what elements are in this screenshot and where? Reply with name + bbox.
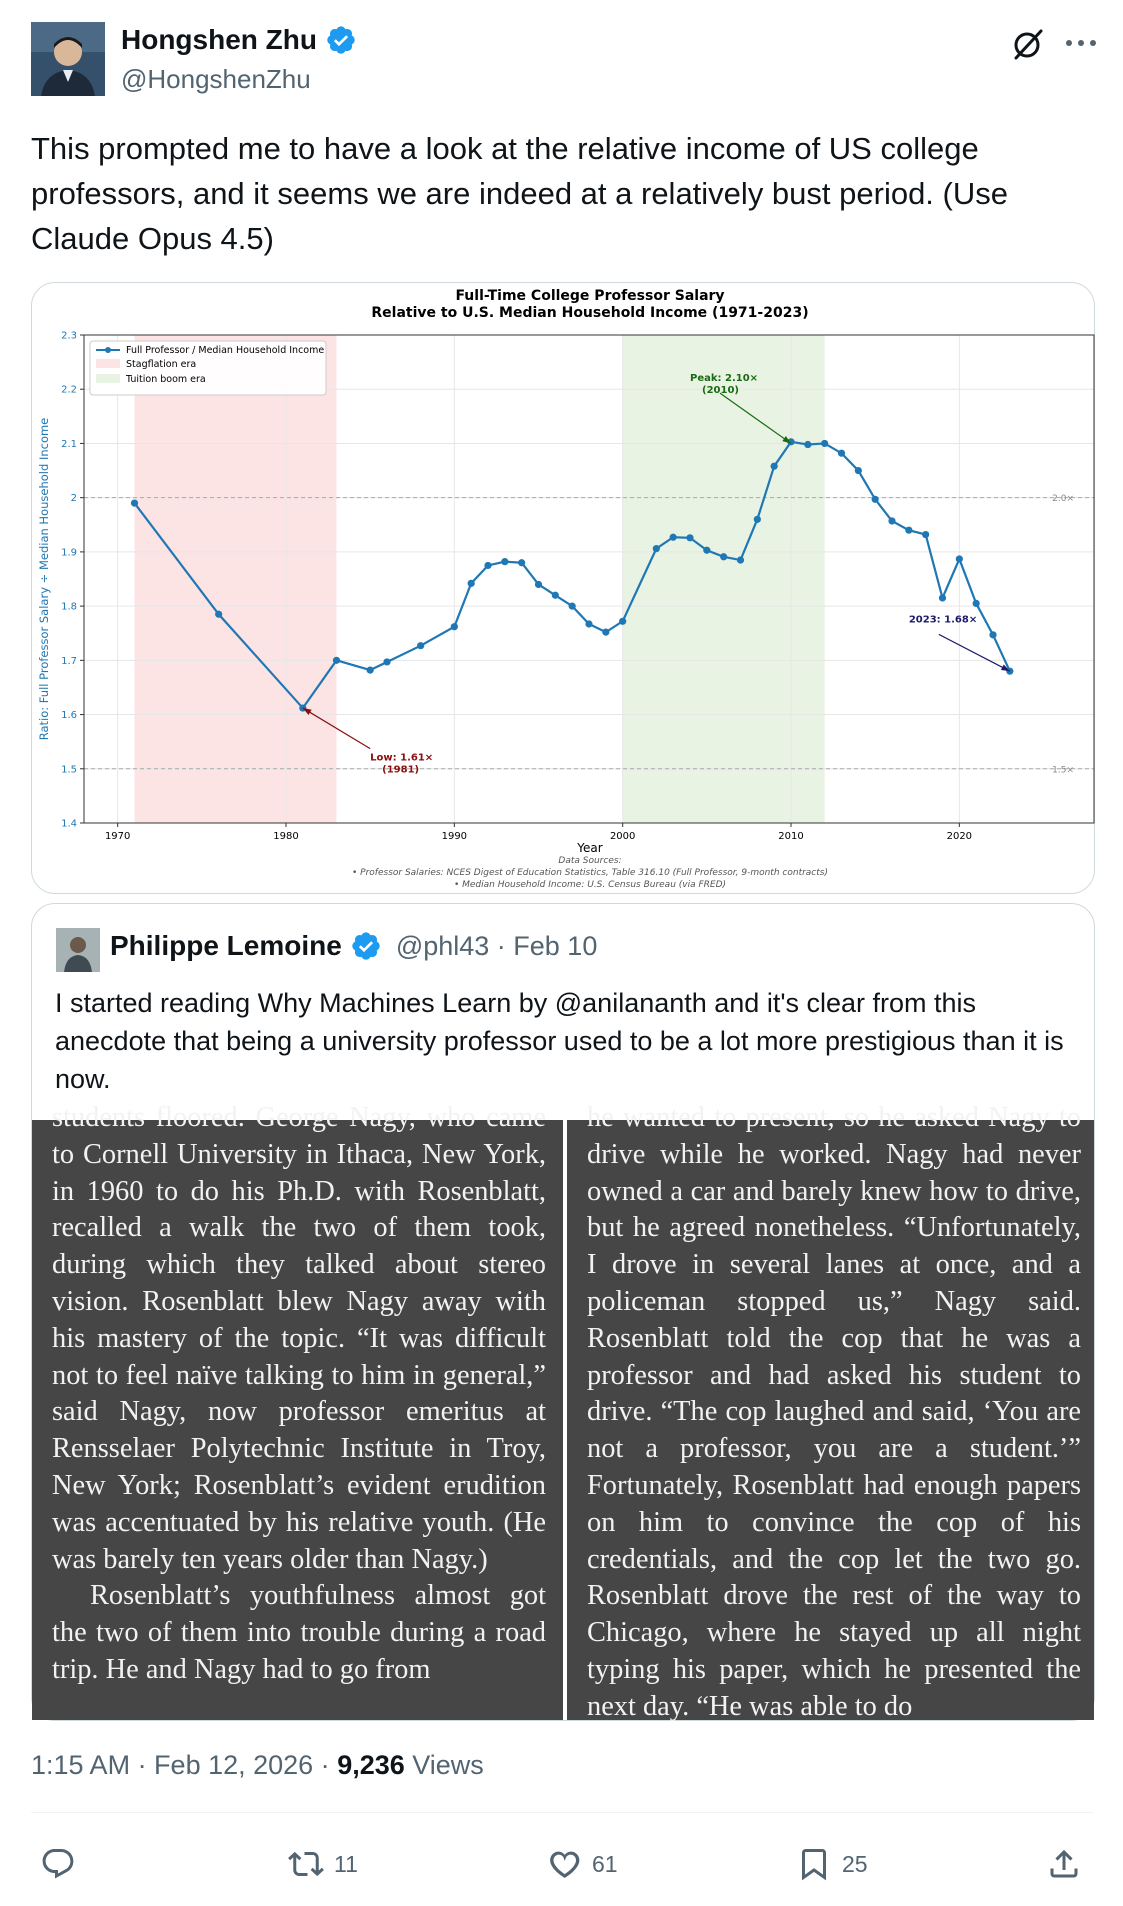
- book-right-paragraph: he wanted to present, so he asked Nagy to drive while he worked. Nagy had never owned a car and barely knew how to drive, but he agreed nonetheless. “Unfortunately, I drove in several lanes at once, and a policeman stopped us,” Nagy said. Rosenblatt told the cop that he was a professor and had asked his student to drive. “The cop laughed and said, ‘You are not a professor, you are a student.’” Fortunately, Rosenblatt had enough papers on him to convince the cop of his credentials, and the cop let the two go. Rosenblatt drove the rest of the way to Chicago, where he stayed up all night typing his paper, which he presented the next day. “He was able to do: [587, 1102, 1081, 1722]
- book-page-image[interactable]: [32, 1102, 1094, 1722]
- data-point-2018: [922, 531, 929, 538]
- heart-icon: [546, 1846, 582, 1882]
- y-tick-label-0: 1.4: [61, 818, 77, 830]
- book-left-paragraph-1: students floored. George Nagy, who came to Cornell University in Ithaca, New York, in 1960 to do his Ph.D. with Rosenblatt, recalled a walk the two of them took, during which they talked about stereo vision. Rosenblatt blew Nagy away with his mastery of the topic. “It was difficult not to feel naïve talking to him in general,” said Nagy, now professor emeritus at Rensselaer Polytechnic Institute in Troy, New York; Rosenblatt’s evident erudition was accentuated by his relative youth. (He was barely ten years older than Nagy.): [52, 1102, 546, 1575]
- reference-label-1: 1.5×: [1052, 765, 1074, 776]
- data-point-1985: [367, 666, 374, 673]
- legend-tuition-boom: Tuition boom era: [126, 374, 206, 385]
- data-point-1991: [468, 580, 475, 587]
- views-label: Views: [404, 1750, 484, 1780]
- data-point-2007: [737, 556, 744, 563]
- x-tick-label-1: 1980: [273, 831, 299, 842]
- y-tick-label-8: 2.2: [61, 384, 77, 396]
- author-name[interactable]: [121, 24, 357, 56]
- data-point-2012: [821, 440, 828, 447]
- data-point-2003: [670, 534, 677, 541]
- data-point-1983: [333, 657, 340, 664]
- x-tick-label-2: 1990: [441, 831, 468, 842]
- x-tick-label-3: 2000: [609, 831, 636, 842]
- reply-icon: [40, 1846, 76, 1882]
- quoted-author-name[interactable]: Philippe Lemoine: [110, 930, 342, 961]
- data-point-2006: [720, 553, 727, 560]
- data-point-1992: [484, 562, 491, 569]
- data-point-1976: [215, 611, 222, 618]
- data-point-1990: [451, 623, 458, 630]
- author-avatar[interactable]: [31, 22, 105, 96]
- legend-series: Full Professor / Median Household Income: [126, 345, 325, 356]
- book-right-column: [587, 1100, 1081, 1726]
- y-tick-label-6: 2: [70, 493, 77, 505]
- y-tick-label-3: 1.7: [61, 655, 77, 667]
- bookmark-count: 25: [842, 1850, 868, 1877]
- x-tick-label-0: 1970: [104, 831, 131, 842]
- data-point-2009: [771, 463, 778, 470]
- tweet-text: This prompted me to have a look at the relative income of US college professors, and it seems we are indeed at a relatively bust period. (Use Claude Opus 4.5): [31, 131, 1008, 256]
- data-point-2014: [855, 467, 862, 474]
- data-point-2017: [905, 527, 912, 534]
- reference-label-0: 2.0×: [1052, 494, 1074, 505]
- y-tick-label-1: 1.5: [61, 764, 77, 776]
- data-point-2019: [939, 594, 946, 601]
- tweet-meta: [31, 1750, 484, 1781]
- data-point-2020: [956, 555, 963, 562]
- data-point-1986: [383, 658, 390, 665]
- chart-title: Full-Time College Professor Salary: [455, 288, 725, 304]
- views-count: 9,236: [337, 1750, 405, 1780]
- data-point-2015: [872, 496, 879, 503]
- like-button[interactable]: [546, 1846, 618, 1882]
- data-point-2011: [804, 441, 811, 448]
- quoted-handle-date[interactable]: @phl43 · Feb 10: [395, 930, 598, 961]
- data-point-2002: [653, 545, 660, 552]
- data-point-1993: [501, 558, 508, 565]
- data-point-2021: [973, 600, 980, 607]
- annotation-sublabel-1: (1981): [382, 764, 420, 776]
- book-left-column: [52, 1100, 546, 1689]
- annotation-arrow-2: [939, 634, 1010, 671]
- data-point-1998: [585, 620, 592, 627]
- data-point-1999: [602, 629, 609, 636]
- data-point-1995: [535, 581, 542, 588]
- data-point-1988: [417, 642, 424, 649]
- x-axis-label: Year: [577, 841, 603, 855]
- bookmark-button[interactable]: [796, 1846, 868, 1882]
- data-point-2013: [838, 450, 845, 457]
- like-count: 61: [592, 1850, 618, 1877]
- data-point-2016: [888, 517, 895, 524]
- annotation-label-2: 2023: 1.68×: [908, 614, 978, 626]
- quoted-verified-badge-icon: [350, 930, 382, 962]
- repost-count: 11: [334, 1850, 358, 1877]
- verified-badge-icon: [325, 24, 357, 56]
- meta-divider: [31, 1812, 1093, 1813]
- tweet-timestamp[interactable]: 1:15 AM · Feb 12, 2026 ·: [31, 1750, 338, 1780]
- data-point-1971: [131, 499, 138, 506]
- book-left-paragraph-2: Rosenblatt’s youthfulness almost got the two of them into trouble during a road trip. He and Nagy had to go from: [52, 1580, 546, 1685]
- quoted-text: I started reading Why Machines Learn by @anilananth and it's clear from this anecdote that being a university professor used to be a lot more prestigious than it is now.: [55, 988, 1064, 1094]
- author-handle[interactable]: @HongshenZhu: [121, 64, 311, 94]
- shaded-region-0: [135, 335, 337, 823]
- source-line-2: • Median Household Income: U.S. Census Bureau (via FRED): [453, 880, 727, 890]
- more-options-icon[interactable]: [1062, 28, 1100, 58]
- shaded-region-1: [623, 335, 825, 823]
- bookmark-icon: [796, 1846, 832, 1882]
- grok-icon[interactable]: [1010, 26, 1046, 62]
- x-tick-label-4: 2010: [778, 831, 804, 842]
- quoted-author[interactable]: [110, 930, 597, 962]
- share-button[interactable]: [1046, 1846, 1082, 1882]
- data-point-2004: [686, 534, 693, 541]
- y-axis-label: Ratio: Full Professor Salary ÷ Median Household Income: [37, 417, 51, 741]
- data-point-1997: [569, 603, 576, 610]
- chart-image[interactable]: [31, 282, 1095, 894]
- source-line-1: • Professor Salaries: NCES Digest of Education Statistics, Table 316.10 (Full Professor, 9-month contracts): [352, 868, 828, 878]
- image-gap: [563, 1120, 567, 1720]
- data-point-1994: [518, 559, 525, 566]
- y-tick-label-4: 1.8: [61, 601, 77, 613]
- annotation-label-1: Low: 1.61×: [370, 752, 434, 764]
- repost-button[interactable]: [288, 1846, 358, 1882]
- quoted-tweet[interactable]: [31, 903, 1095, 1721]
- sources-title: Data Sources:: [558, 856, 622, 866]
- data-point-2000: [619, 618, 626, 625]
- chart-legend: [90, 341, 326, 395]
- legend-stagflation: Stagflation era: [126, 359, 197, 370]
- quoted-author-avatar[interactable]: [56, 928, 100, 972]
- y-tick-label-7: 2.1: [61, 438, 77, 450]
- data-point-1996: [552, 592, 559, 599]
- annotation-sublabel-0: (2010): [702, 385, 739, 397]
- x-tick-label-5: 2020: [946, 831, 973, 842]
- y-tick-label-2: 1.6: [61, 710, 77, 722]
- repost-icon: [288, 1846, 324, 1882]
- annotation-label-0: Peak: 2.10×: [690, 373, 759, 385]
- y-tick-label-5: 1.9: [61, 547, 77, 559]
- author-name-text[interactable]: Hongshen Zhu: [121, 24, 317, 55]
- relative-salary-chart: [32, 283, 1094, 893]
- y-tick-label-9: 2.3: [61, 330, 77, 342]
- share-icon: [1046, 1846, 1082, 1882]
- data-point-2022: [989, 631, 996, 638]
- data-point-2008: [754, 516, 761, 523]
- data-point-2005: [703, 547, 710, 554]
- chart-subtitle: Relative to U.S. Median Household Income (1971-2023): [371, 305, 809, 321]
- reply-button[interactable]: [40, 1846, 76, 1882]
